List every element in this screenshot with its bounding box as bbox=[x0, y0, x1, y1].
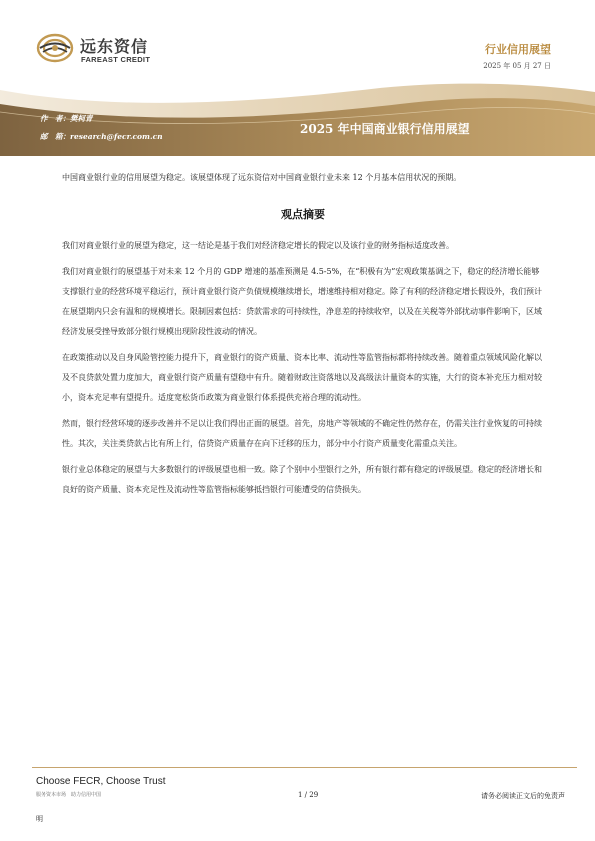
logo-english-name: FAREAST CREDIT bbox=[81, 55, 151, 64]
fareast-logo-icon bbox=[36, 33, 74, 63]
summary-paragraph: 我们对商业银行业的展望为稳定，这一结论是基于我们对经济稳定增长的假定以及该行业的财务指标适度改善。 bbox=[62, 241, 454, 250]
footer-subtitle: 服务资本市场 助力信用中国 bbox=[36, 792, 102, 798]
email-line[interactable]: 邮 箱：research@fecr.com.cn bbox=[40, 132, 163, 141]
report-date: 2025 年 05 月 27 日 bbox=[483, 62, 551, 70]
summary-paragraph: 银行业总体稳定的展望与大多数银行的评级展望也相一致。除了个别中小型银行之外，所有银行都有稳定的评级展望。稳定的经济增长和良好的资产质量、资本充足性及流动性等监管指标能够抵挡银行可能遭受的信贷损失。 bbox=[62, 465, 542, 494]
intro-paragraph: 中国商业银行业的信用展望为稳定。该展望体现了远东资信对中国商业银行业未来 12 个月基本信用状况的预期。 bbox=[62, 173, 462, 182]
footer-slogan: Choose FECR, Choose Trust bbox=[36, 776, 166, 787]
author-line: 作 者：樊柯青 bbox=[40, 114, 93, 123]
report-content bbox=[62, 168, 544, 506]
page-number: 1 / 29 bbox=[298, 791, 319, 799]
summary-heading: 观点摘要 bbox=[281, 208, 325, 221]
disclaimer-note-continued: 明 bbox=[36, 815, 43, 823]
report-type: 行业信用展望 bbox=[485, 43, 551, 56]
logo-chinese-name: 远东资信 bbox=[80, 37, 149, 56]
footer-divider bbox=[32, 767, 577, 768]
summary-paragraph: 在政策推动以及自身风险管控能力提升下，商业银行的资产质量、资本比率、流动性等监管指标都将持续改善。随着重点领域风险化解以及不良贷款处置力度加大，商业银行资产质量有望稳中有升。随着财政注资落地以及高级法计量资本的实施，大行的资本补充压力相对较小，资本充足率有望提升。适度宽松货币政策为商业银行体系提供充裕合理的流动性。 bbox=[62, 353, 542, 402]
disclaimer-note: 请务必阅读正文后的免责声 bbox=[481, 792, 565, 800]
summary-paragraph: 然而，银行经营环境的逐步改善并不足以让我们得出正面的展望。首先，房地产等领域的不确定性仍然存在，仍需关注行业恢复的可持续性。其次，关注类贷款占比有所上行，信贷资产质量存在向下迁移的压力，部分中小行资产质量变化需重点关注。 bbox=[62, 419, 542, 448]
summary-paragraph: 我们对商业银行的展望基于对未来 12 个月的 GDP 增速的基准预测是 4.5-5%，在“积极有为”宏观政策基调之下，稳定的经济增长能够支撑银行业的经营环境平稳运行，预计商业银行资产负债规模继续增长，增速维持相对稳定。除了有利的经济稳定增长假设外，我们预计在展望期内只会有温和的规模增长。限制因素包括：贷款需求的可持续性，净息差的持续收窄，以及在关税等外部扰动事件影响下，区域经济发展受挫导致部分银行规模出现阶段性波动的情况。 bbox=[62, 267, 542, 336]
report-title: 2025 年中国商业银行信用展望 bbox=[300, 122, 470, 136]
